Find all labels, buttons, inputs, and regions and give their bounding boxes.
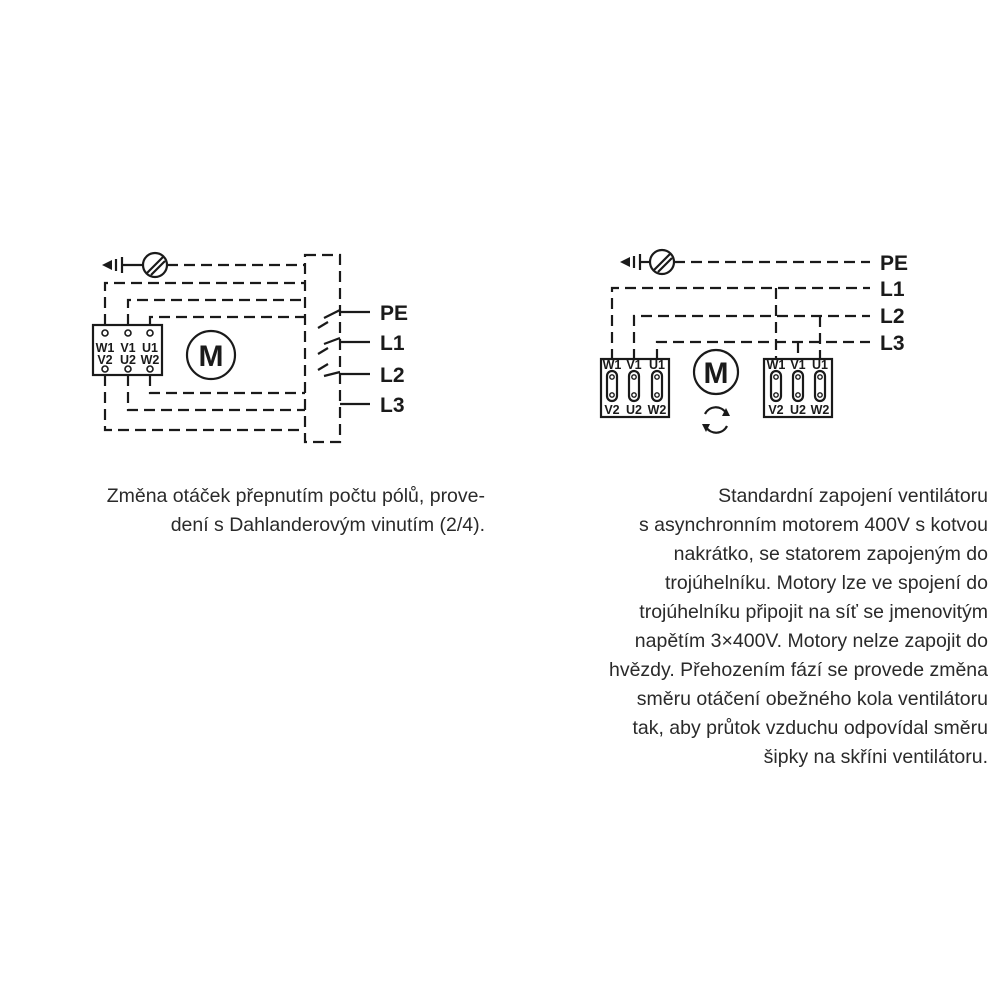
left-terminal-u2: U2 [120, 353, 136, 367]
caption-right-line: napětím 3×400V. Motory nelze zapojit do [634, 630, 988, 652]
left-terminal-v1: V1 [120, 341, 136, 355]
caption-right-line: směru otáčení obežného kola ventilátoru [636, 688, 988, 710]
caption-right-line: s asynchronním motorem 400V s kotvou [639, 514, 988, 536]
caption-right-line: hvězdy. Přehozením fází se provede změna [608, 659, 988, 681]
right-motor-label: M [703, 357, 729, 390]
left-l3-label: L3 [380, 394, 405, 417]
right-b-terminal-w2: W2 [810, 403, 830, 417]
caption-right-line: nakrátko, se statorem zapojeným do [673, 543, 988, 565]
left-diagram-caption [107, 482, 485, 540]
right-l3-label: L3 [880, 332, 905, 355]
left-wiring-diagram [93, 253, 408, 442]
left-terminal-w2: W2 [140, 353, 160, 367]
left-pe-label: PE [380, 302, 409, 325]
left-ground-icon [102, 253, 167, 277]
right-wiring-diagram [601, 250, 908, 433]
right-a-terminal-u1: U1 [649, 358, 665, 372]
right-b-terminal-u2: U2 [790, 403, 806, 417]
caption-right-line: šipky na skříni ventilátoru. [763, 746, 988, 768]
right-a-terminal-u2: U2 [626, 403, 642, 417]
caption-left-line: Změna otáček přepnutím počtu pólů, prove- [106, 485, 485, 507]
right-b-terminal-v2: V2 [768, 403, 784, 417]
right-a-terminal-w2: W2 [647, 403, 667, 417]
right-pe-label: PE [880, 252, 909, 275]
right-diagram-caption [609, 482, 988, 772]
left-switch-contacts [318, 310, 340, 376]
right-b-terminal-v1: V1 [790, 358, 806, 372]
right-l3-wire [657, 342, 870, 360]
right-l1-wire [612, 288, 870, 360]
right-l2-label: L2 [880, 305, 905, 328]
right-b-terminal-u1: U1 [812, 358, 828, 372]
right-a-terminal-v2: V2 [604, 403, 620, 417]
right-l1-label: L1 [880, 278, 905, 301]
left-terminal-v2: V2 [97, 353, 113, 367]
right-l2-wire [634, 316, 870, 360]
caption-right-line: trojúhelníku připojit na síť se jmenovitým [639, 601, 988, 623]
right-ground-icon [620, 250, 674, 274]
left-terminal-w1: W1 [95, 341, 115, 355]
caption-left-line: dení s Dahlanderovým vinutím (2/4). [170, 514, 485, 536]
caption-right-line: trojúhelníku. Motory lze ve spojení do [664, 572, 988, 594]
right-a-terminal-w1: W1 [602, 358, 622, 372]
right-a-terminal-v1: V1 [626, 358, 642, 372]
right-b-terminal-w1: W1 [766, 358, 786, 372]
left-terminal-u1: U1 [142, 341, 158, 355]
caption-right-line: Standardní zapojení ventilátoru [718, 485, 988, 507]
caption-right-line: tak, aby průtok vzduchu odpovídal směru [632, 717, 988, 739]
left-l2-label: L2 [380, 364, 405, 387]
rotation-arrows-icon [702, 407, 730, 432]
left-l1-label: L1 [380, 332, 405, 355]
left-motor-label: M [198, 340, 224, 373]
left-pole-switch-box [305, 255, 340, 442]
